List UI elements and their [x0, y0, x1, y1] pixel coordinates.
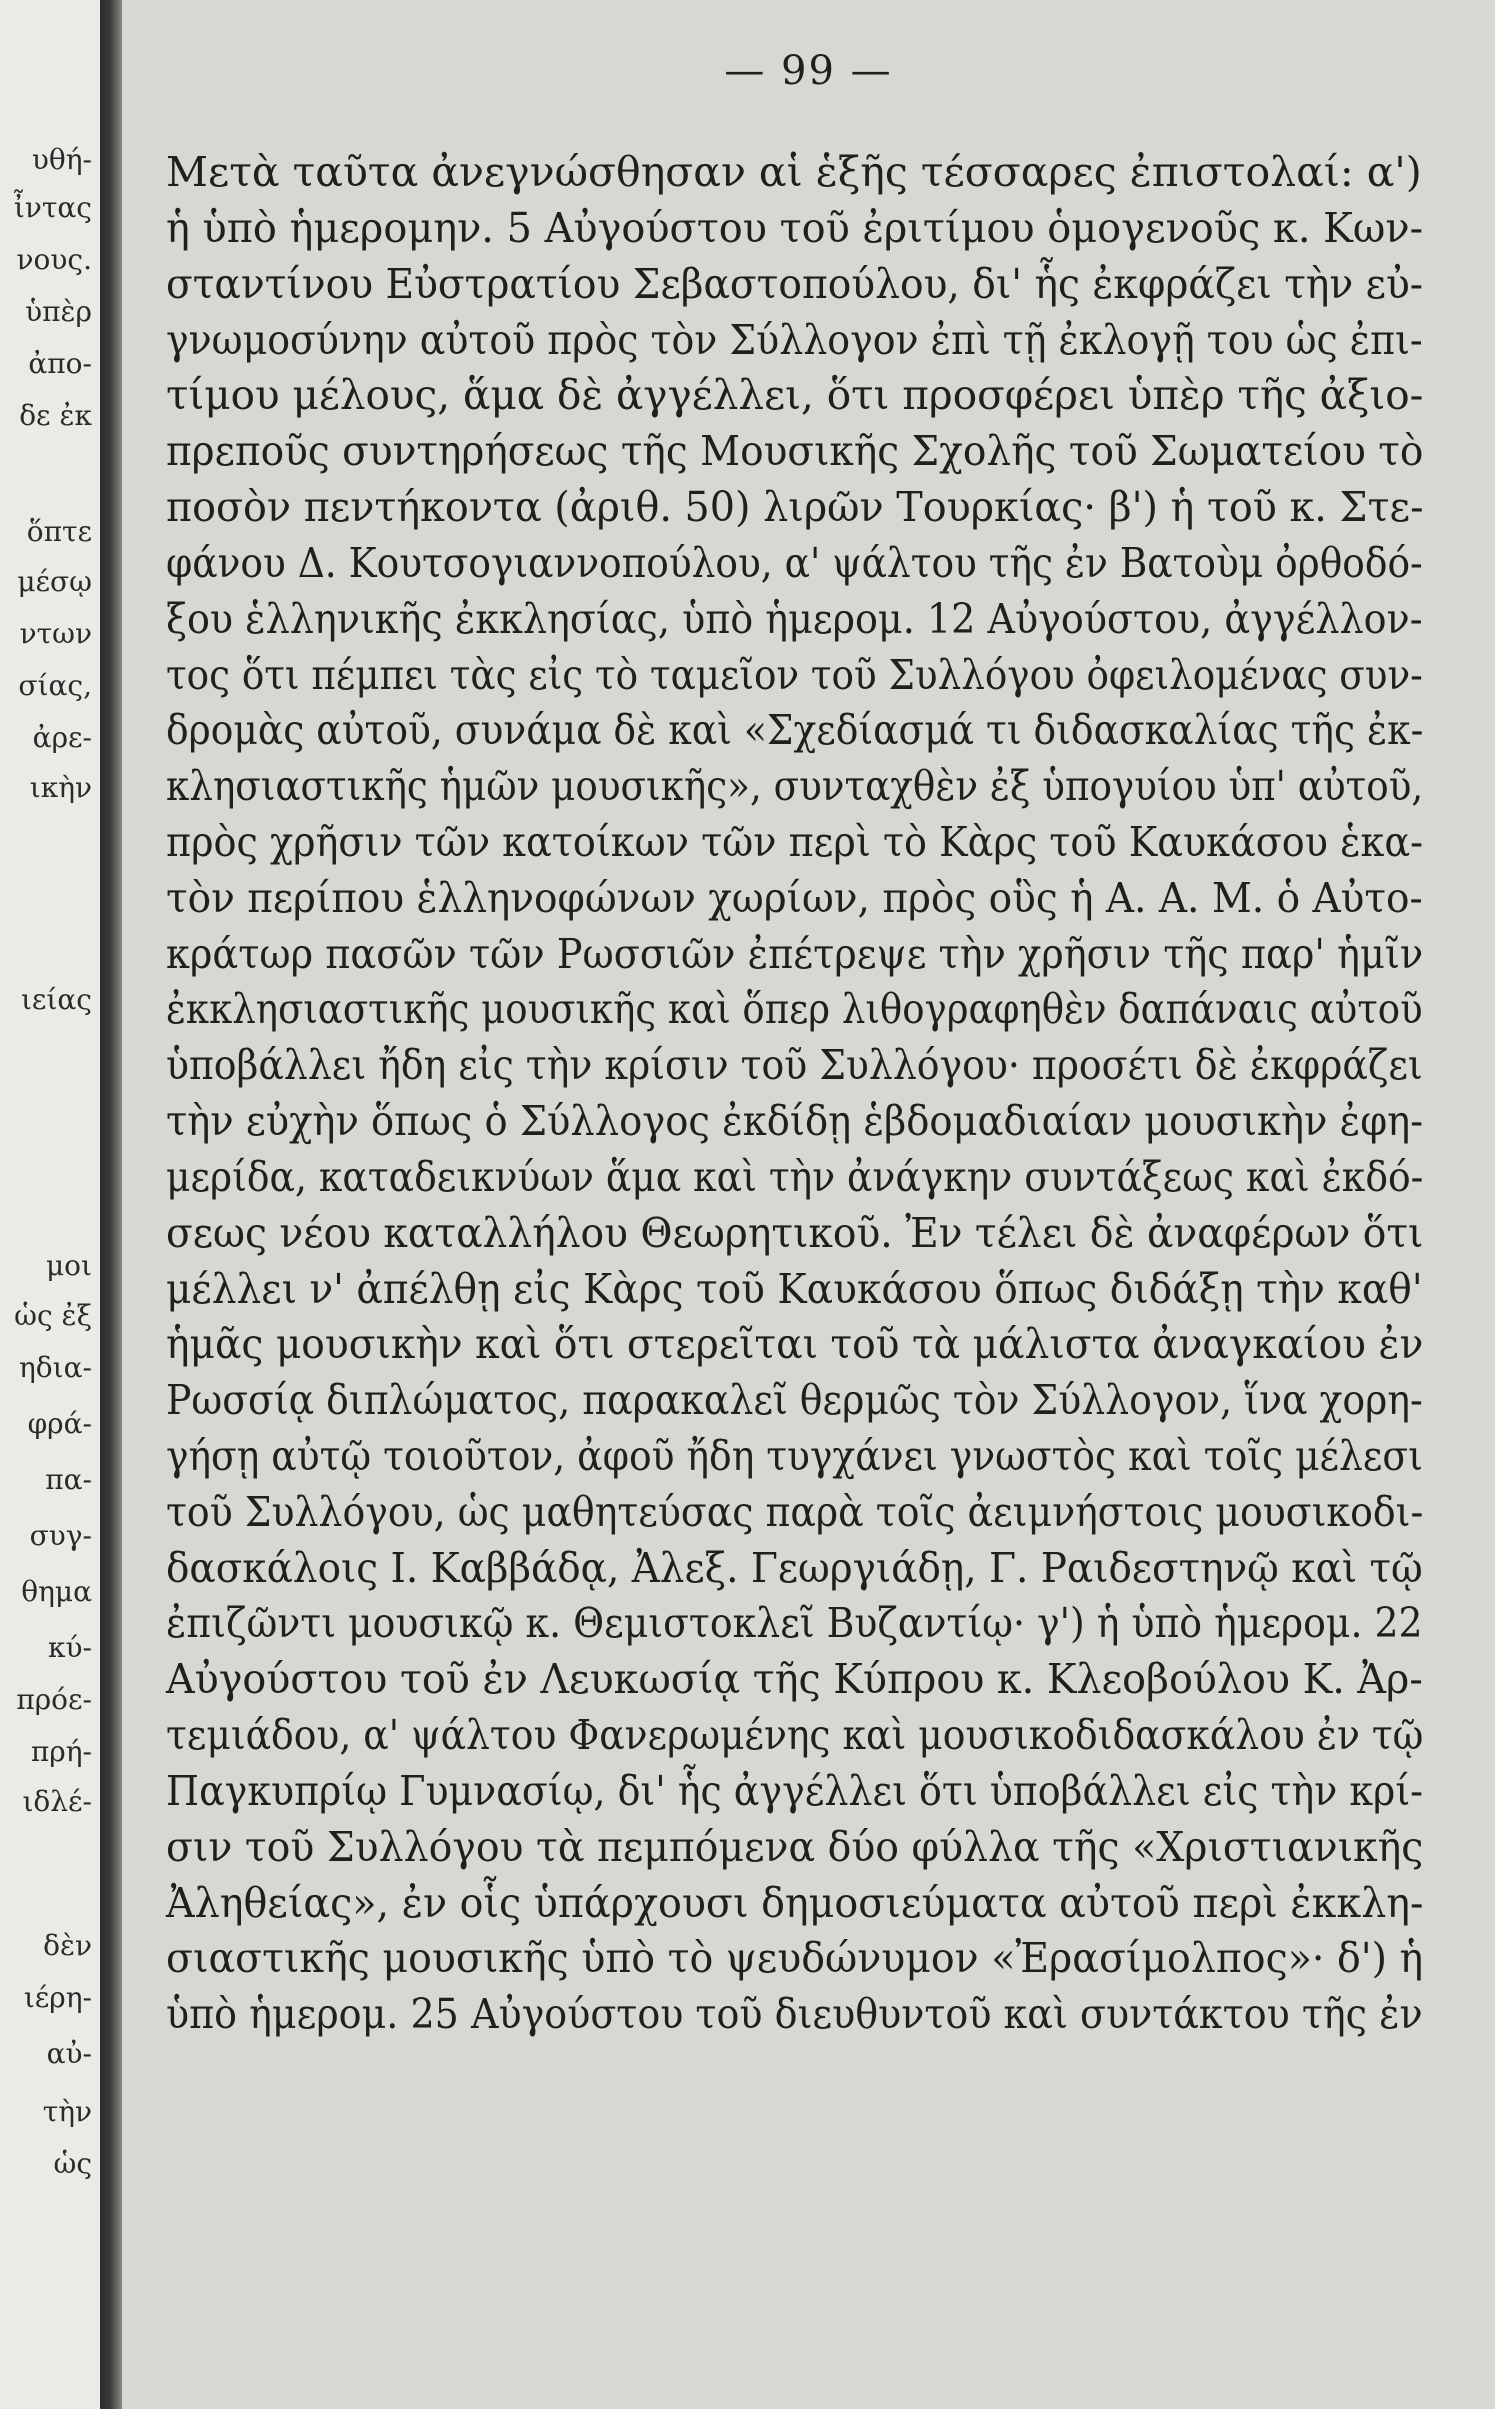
text-line: πρεποῦς συντηρήσεως τῆς Μουσικῆς Σχολῆς τοῦ Σωματείου τὸ: [166, 427, 1424, 475]
adjacent-page-fragment: ὡς ἐξ: [14, 1299, 92, 1332]
adjacent-page-fragment: ιέρη-: [23, 1981, 92, 2014]
book-binding-shadow: [100, 0, 122, 2409]
text-line: ἐκκλησιαστικῆς μουσικῆς καὶ ὅπερ λιθογραφηθὲν δαπάναις αὐτοῦ: [166, 985, 1423, 1033]
text-line: Αὐγούστου τοῦ ἐν Λευκωσίᾳ τῆς Κύπρου κ. Κλεοβούλου Κ. Ἀρ-: [166, 1655, 1423, 1703]
adjacent-page-fragment: δε ἐκ: [19, 399, 92, 432]
adjacent-page-fragment: ικὴν: [29, 771, 92, 804]
text-line: ἡμᾶς μουσικὴν καὶ ὅτι στερεῖται τοῦ τὰ μάλιστα ἀναγκαίου ἐν: [166, 1320, 1424, 1368]
page-number: — 99 —: [724, 48, 893, 94]
adjacent-page-fragment: μοι: [45, 1249, 92, 1282]
text-line: σιαστικῆς μουσικῆς ὑπὸ τὸ ψευδώνυμον «Ἐρασίμολπος»· δ') ἡ: [166, 1934, 1424, 1982]
text-line: τὸν περίπου ἑλληνοφώνων χωρίων, πρὸς οὓς ἡ Α. Α. Μ. ὁ Αὐτο-: [166, 874, 1423, 922]
adjacent-page-fragment: δὲν: [43, 1929, 92, 1962]
adjacent-page-fragment: ὅπτε: [26, 515, 92, 548]
text-line: γνωμοσύνην αὐτοῦ πρὸς τὸν Σύλλογον ἐπὶ τῇ ἐκλογῇ του ὡς ἐπι-: [166, 316, 1423, 364]
text-line: ξου ἑλληνικῆς ἐκκλησίας, ὑπὸ ἡμερομ. 12 Αὐγούστου, ἀγγέλλον-: [166, 595, 1423, 643]
adjacent-page-fragment: πρή-: [30, 1735, 92, 1768]
adjacent-page-fragment: ιδλέ-: [22, 1785, 92, 1818]
adjacent-page-fragment: συγ-: [29, 1519, 92, 1552]
text-line: τεμιάδου, α' ψάλτου Φανερωμένης καὶ μουσικοδιδασκάλου ἐν τῷ: [166, 1711, 1424, 1759]
text-line: δασκάλοις Ι. Καββάδᾳ, Ἀλεξ. Γεωργιάδῃ, Γ. Ραιδεστηνῷ καὶ τῷ: [166, 1544, 1423, 1592]
adjacent-page-fragment: ὡς: [53, 2147, 92, 2180]
adjacent-page-fragment: ἀπο-: [28, 347, 92, 380]
adjacent-page-fragment: φρά-: [27, 1407, 92, 1440]
adjacent-page-fragment: ηδια-: [19, 1351, 92, 1384]
text-line: Παγκυπρίῳ Γυμνασίῳ, δι' ἧς ἀγγέλλει ὅτι ὑποβάλλει εἰς τὴν κρί-: [166, 1767, 1424, 1815]
text-line: ὑποβάλλει ἤδη εἰς τὴν κρίσιν τοῦ Συλλόγου· προσέτι δὲ ἐκφράζει: [166, 1041, 1423, 1089]
adjacent-page-fragment: ἀρε-: [32, 721, 92, 754]
text-line: ποσὸν πεντήκοντα (ἀριθ. 50) λιρῶν Τουρκίας· β') ἡ τοῦ κ. Στε-: [166, 483, 1424, 531]
text-line: δρομὰς αὐτοῦ, συνάμα δὲ καὶ «Σχεδίασμά τι διδασκαλίας τῆς ἐκ-: [166, 706, 1424, 754]
text-line: σταντίνου Εὐστρατίου Σεβαστοπούλου, δι' ἧς ἐκφράζει τὴν εὐ-: [166, 260, 1424, 308]
text-line: γήσῃ αὐτῷ τοιοῦτον, ἀφοῦ ἤδη τυγχάνει γνωστὸς καὶ τοῖς μέλεσι: [166, 1432, 1423, 1480]
text-line: φάνου Δ. Κουτσογιαννοπούλου, α' ψάλτου τῆς ἐν Βατοὺμ ὀρθοδό-: [166, 539, 1423, 587]
adjacent-page-fragment: πρόε-: [16, 1683, 92, 1716]
text-line: σιν τοῦ Συλλόγου τὰ πεμπόμενα δύο φύλλα τῆς «Χριστιανικῆς: [166, 1823, 1424, 1871]
adjacent-page-fragment: ὑπὲρ: [25, 295, 92, 328]
adjacent-page-fragment: τὴν: [42, 2095, 92, 2128]
text-line: μέλλει ν' ἀπέλθῃ εἰς Κὰρς τοῦ Καυκάσου ὅπως διδάξῃ τὴν καθ': [166, 1265, 1423, 1313]
adjacent-page-fragment: κύ-: [48, 1631, 92, 1664]
text-line: Ἀληθείας», ἐν οἷς ὑπάρχουσι δημοσιεύματα αὐτοῦ περὶ ἐκκλη-: [166, 1879, 1424, 1927]
adjacent-page-fragment: αὐ-: [46, 2037, 92, 2070]
adjacent-page-fragment: ντων: [19, 617, 92, 650]
adjacent-page-fragment: ιείας: [20, 983, 92, 1016]
text-line: σεως νέου καταλλήλου Θεωρητικοῦ. Ἐν τέλει δὲ ἀναφέρων ὅτι: [166, 1209, 1424, 1257]
adjacent-page-fragment: σίας,: [18, 669, 92, 702]
adjacent-page-fragment: μέσῳ: [17, 565, 92, 598]
text-line: Μετὰ ταῦτα ἀνεγνώσθησαν αἱ ἑξῆς τέσσαρες ἐπιστολαί: α'): [166, 148, 1422, 196]
adjacent-page-fragment: νους.: [16, 243, 92, 276]
text-line: μερίδα, καταδεικνύων ἅμα καὶ τὴν ἀνάγκην συντάξεως καὶ ἐκδό-: [166, 1153, 1424, 1201]
book-page: [122, 0, 1495, 2409]
text-line: κράτωρ πασῶν τῶν Ρωσσιῶν ἐπέτρεψε τὴν χρῆσιν τῆς παρ' ἡμῖν: [166, 930, 1424, 978]
text-line: ὑπὸ ἡμερομ. 25 Αὐγούστου τοῦ διευθυντοῦ καὶ συντάκτου τῆς ἐν: [166, 1990, 1423, 2038]
text-line: κλησιαστικῆς ἡμῶν μουσικῆς», συνταχθὲν ἐξ ὑπογυίου ὑπ' αὐτοῦ,: [166, 762, 1424, 810]
text-line: ἐπιζῶντι μουσικῷ κ. Θεμιστοκλεῖ Βυζαντίῳ· γ') ἡ ὑπὸ ἡμερομ. 22: [166, 1599, 1423, 1647]
body-text: [122, 0, 1495, 2409]
text-line: τοῦ Συλλόγου, ὡς μαθητεύσας παρὰ τοῖς ἀειμνήστοις μουσικοδι-: [166, 1488, 1424, 1536]
text-line: τὴν εὐχὴν ὅπως ὁ Σύλλογος ἐκδίδῃ ἑβδομαδιαίαν μουσικὴν ἐφη-: [166, 1097, 1424, 1145]
adjacent-page-fragment: ἶντας: [13, 191, 92, 224]
text-line: ἡ ὑπὸ ἡμερομην. 5 Αὐγούστου τοῦ ἐριτίμου ὁμογενοῦς κ. Κων-: [166, 204, 1424, 252]
adjacent-page-fragment: πα-: [45, 1463, 92, 1496]
adjacent-page-strip: [0, 0, 100, 2409]
text-line: πρὸς χρῆσιν τῶν κατοίκων τῶν περὶ τὸ Κὰρς τοῦ Καυκάσου ἑκα-: [166, 818, 1424, 866]
text-line: Ρωσσίᾳ διπλώματος, παρακαλεῖ θερμῶς τὸν Σύλλογον, ἵνα χορη-: [166, 1376, 1423, 1424]
text-line: τίμου μέλους, ἅμα δὲ ἀγγέλλει, ὅτι προσφέρει ὑπὲρ τῆς ἀξιο-: [166, 371, 1424, 419]
text-line: τος ὅτι πέμπει τὰς εἰς τὸ ταμεῖον τοῦ Συλλόγου ὀφειλομένας συν-: [166, 651, 1423, 699]
adjacent-page-fragment: θημα: [21, 1575, 92, 1608]
adjacent-page-fragment: υθή-: [31, 143, 92, 176]
